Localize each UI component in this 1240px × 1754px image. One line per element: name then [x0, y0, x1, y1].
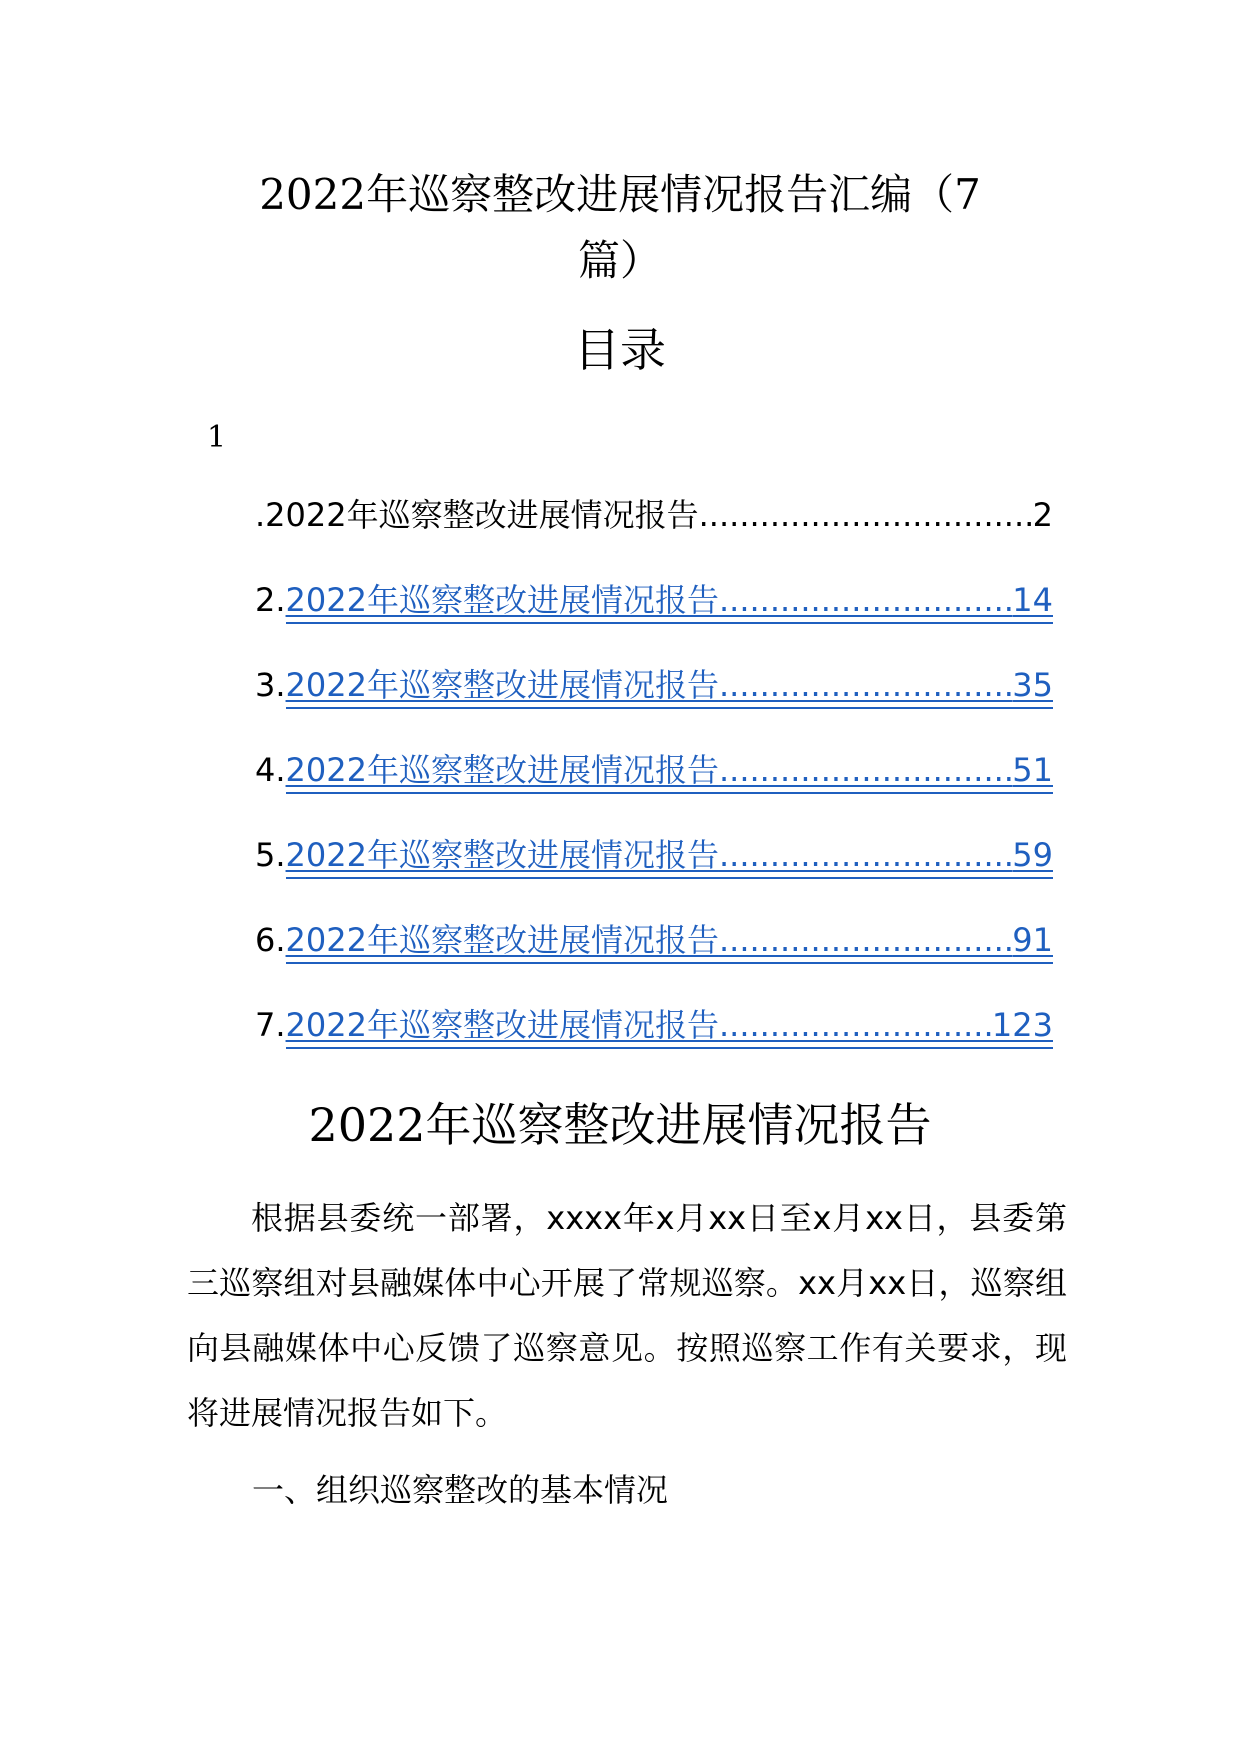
toc-stray-number: 1 [207, 420, 227, 455]
toc-entry-number: 7. [255, 1006, 286, 1044]
toc-dot-leader [719, 918, 1012, 962]
toc-entry-number: 3. [255, 666, 286, 704]
toc-entry-title: 2022年巡察整改进展情况报告 [285, 836, 719, 874]
toc-entry-title: .2022年巡察整改进展情况报告 [255, 496, 699, 534]
toc-entry-6 [255, 918, 1053, 964]
section-title: 2022年巡察整改进展情况报告 [308, 1098, 932, 1152]
document-title-line-2: 篇） [577, 236, 662, 285]
toc-entry-text-block [255, 493, 1053, 537]
toc-entry-title: 2022年巡察整改进展情况报告 [285, 921, 719, 959]
toc-dot-leader [719, 833, 1012, 877]
toc-entry-page: 35 [1012, 666, 1053, 704]
toc-entry-page: 123 [991, 1006, 1053, 1044]
toc-entry-page: 14 [1012, 581, 1053, 619]
toc-entry-3 [255, 663, 1053, 709]
toc-entry-number: 2. [255, 581, 286, 619]
toc-dot-leader [719, 663, 1012, 707]
toc-entry-number: 6. [255, 921, 286, 959]
toc-entry-number: 5. [255, 836, 286, 874]
toc-entry-page: 2 [1032, 496, 1053, 534]
section-heading-1: 一、组织巡察整改的基本情况 [252, 1471, 669, 1509]
toc-entry-page: 51 [1012, 751, 1053, 789]
toc-entry-4 [255, 748, 1053, 794]
toc-entry-page: 91 [1012, 921, 1053, 959]
toc-entry-link[interactable] [286, 833, 1053, 879]
toc-entry-link[interactable] [286, 1003, 1053, 1049]
toc-entry-link[interactable] [286, 578, 1053, 624]
toc-dot-leader [719, 578, 1012, 622]
toc-dot-leader [719, 748, 1012, 792]
toc-entry-number: 4. [255, 751, 286, 789]
toc-entry-title: 2022年巡察整改进展情况报告 [285, 666, 719, 704]
toc-entry-title: 2022年巡察整改进展情况报告 [285, 581, 719, 619]
toc-heading: 目录 [574, 323, 666, 377]
toc-entry-title: 2022年巡察整改进展情况报告 [285, 1006, 719, 1044]
toc-entry-1 [255, 493, 1053, 537]
body-paragraph: 根据县委统一部署，xxxx年x月xx日至x月xx日，县委第三巡察组对县融媒体中心开展了常规巡察。xx月xx日，巡察组向县融媒体中心反馈了巡察意见。按照巡察工作有关要求，现将进展情况报告如下。 [187, 1199, 1067, 1432]
toc-entry-7 [255, 1003, 1053, 1049]
toc-entry-page: 59 [1012, 836, 1053, 874]
document-title-line-1: 2022年巡察整改进展情况报告汇编（7 [259, 170, 981, 219]
toc-dot-leader [719, 1003, 992, 1047]
toc-entry-2 [255, 578, 1053, 624]
toc-entry-link[interactable] [286, 663, 1053, 709]
toc-entry-5 [255, 833, 1053, 879]
toc-entry-link[interactable] [286, 748, 1053, 794]
toc-entry-link[interactable] [286, 918, 1053, 964]
toc-dot-leader [699, 493, 1033, 537]
toc-entry-title: 2022年巡察整改进展情况报告 [285, 751, 719, 789]
